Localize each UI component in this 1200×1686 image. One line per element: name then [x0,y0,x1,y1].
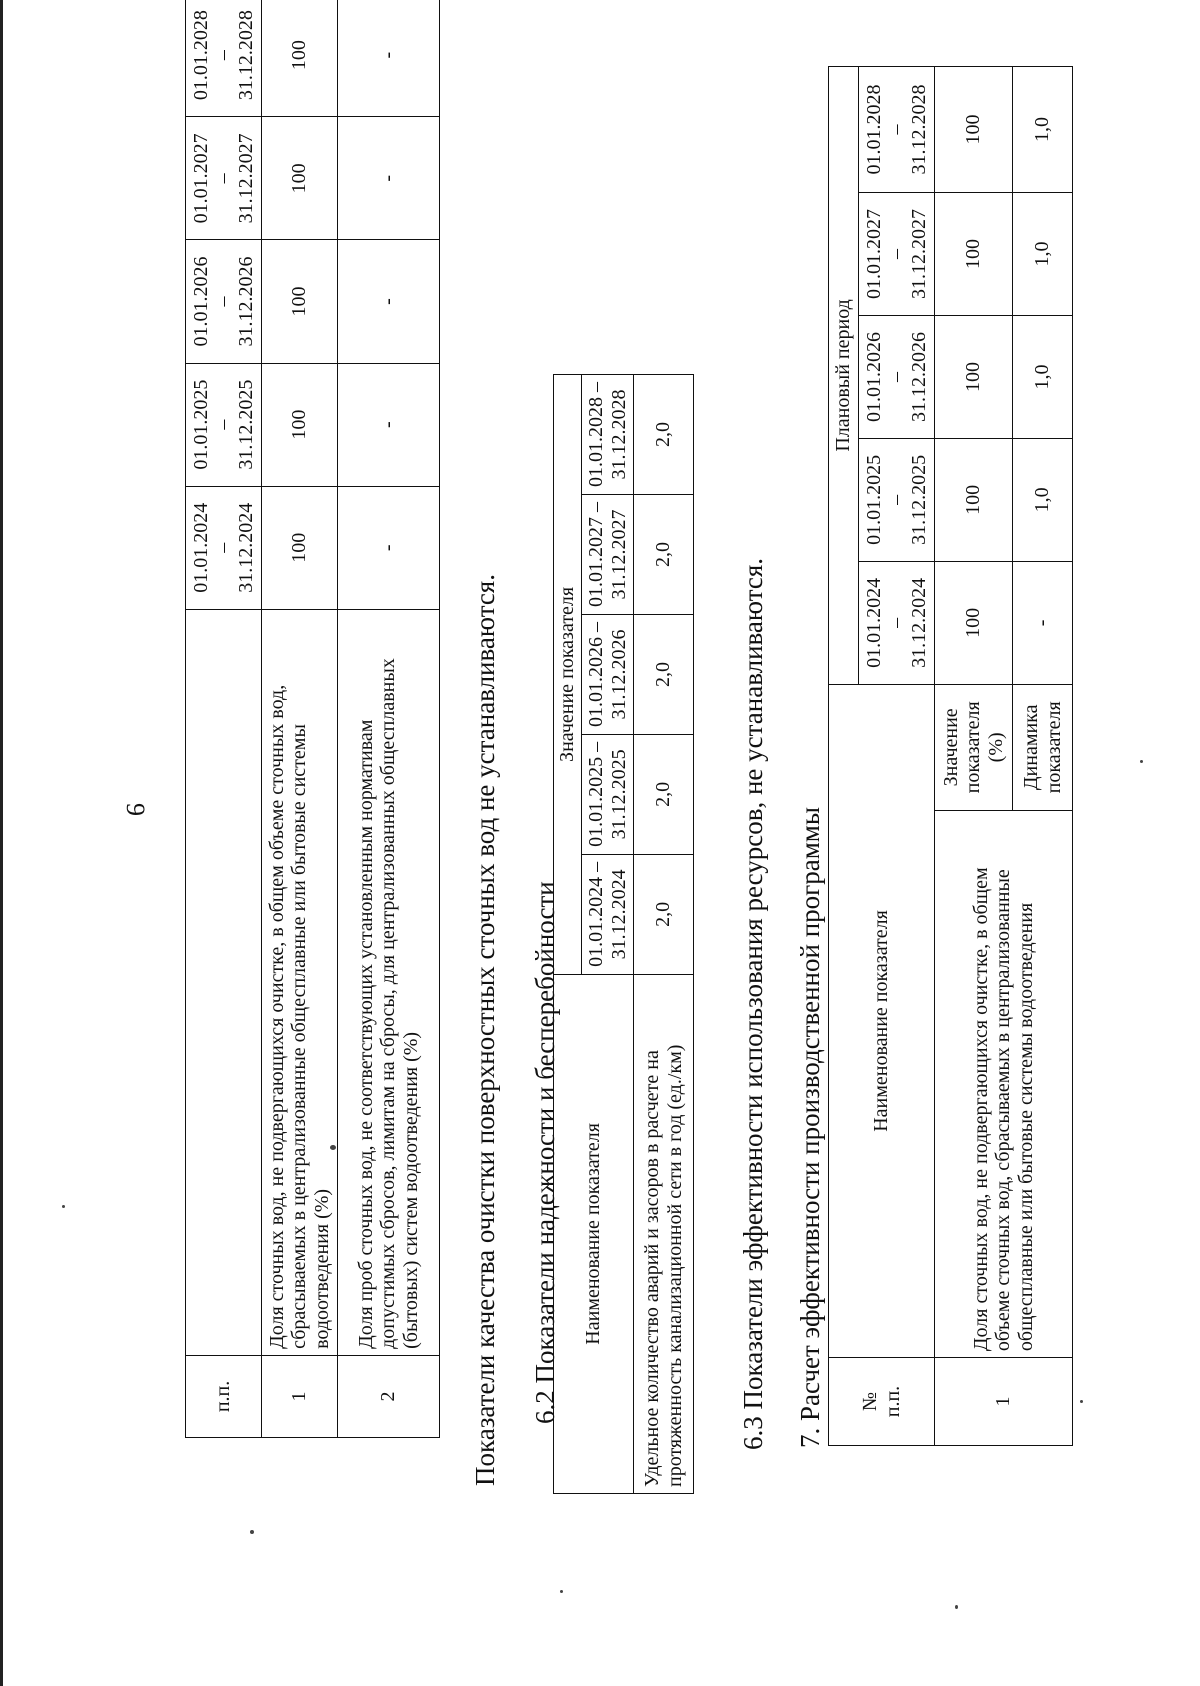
row-value: 2,0 [634,734,694,854]
table-indicators-1 [185,0,440,1438]
header-name-empty [186,609,262,1355]
row-num: 2 [338,1355,440,1437]
table-row [634,375,694,1494]
section-heading-6-2: 6.2 Показатели надежности и бесперебойности [530,881,560,1424]
name-header: Наименование показателя [829,684,935,1357]
row-value: 2,0 [634,495,694,615]
sub-label-value: Значение показателя (%) [935,684,1013,810]
table-program-efficiency [828,66,1073,1446]
period-cell: 01.01.2028 – 31.12.2028 [186,0,262,117]
period-cell: 01.01.2026 – 31.12.2026 [859,315,935,438]
value-header: Значение показателя [554,375,582,975]
row-value: 100 [262,117,338,240]
name-header: Наименование показателя [554,974,634,1493]
surface-water-note: Показатели качества очистки поверхностных сточных вод не устанавливаются. [470,574,500,1486]
period-cell: 01.01.2024 – 31.12.2024 [859,561,935,684]
row-name: Доля сточных вод, не подвергающихся очистке, в общем объеме сточных вод, сбрасываемых в централизованные общесплавные или бытовые системы водоотведения [935,810,1073,1357]
table-reliability [553,374,694,1494]
row-num: 1 [262,1355,338,1437]
table-row [935,67,1013,1446]
row-value: 100 [935,561,1013,684]
row-value: 1,0 [1013,315,1073,438]
row-value: 100 [935,438,1013,561]
sub-label-dynamics: Динамика показателя [1013,684,1073,810]
row-name: Доля проб сточных вод, не соответствующих установленным нормативам допустимых сбросов, лимитам на сбросы, для централизованных общесплавных (бытовых) систем водоотведения (%) [338,609,440,1355]
period-cell: 01.01.2024 – 31.12.2024 [582,854,634,974]
row-value: 1,0 [1013,438,1073,561]
row-value: 100 [262,240,338,363]
plan-header: Плановый период [829,67,859,685]
section-heading-7: 7. Расчет эффективности производственной программы [795,806,825,1448]
period-cell: 01.01.2025 – 31.12.2025 [859,438,935,561]
period-cell: 01.01.2025 – 31.12.2025 [186,363,262,486]
period-cell: 01.01.2028 – 31.12.2028 [859,67,935,193]
row-value: 2,0 [634,854,694,974]
row-value: - [338,486,440,609]
row-value: 100 [935,193,1013,316]
row-value: 2,0 [634,614,694,734]
row-value: 2,0 [634,375,694,495]
section-heading-6-3: 6.3 Показатели эффективности использования ресурсов, не устанавливаются. [738,558,768,1450]
period-cell: 01.01.2026 – 31.12.2026 [582,614,634,734]
row-value: - [338,0,440,117]
row-name: Доля сточных вод, не подвергающихся очистке, в общем объеме сточных вод, сбрасываемых в централизованные общесплавные или бытовые системы водоотведения (%) [262,609,338,1355]
row-value: 100 [262,363,338,486]
row-value: 1,0 [1013,193,1073,316]
row-value: - [1013,561,1073,684]
period-cell: 01.01.2028 – 31.12.2028 [582,375,634,495]
period-cell: 01.01.2025 – 31.12.2025 [582,734,634,854]
period-cell: 01.01.2024 – 31.12.2024 [186,486,262,609]
header-num: п.п. [186,1355,262,1437]
row-value: 1,0 [1013,67,1073,193]
row-value: - [338,117,440,240]
row-value: 100 [262,0,338,117]
row-value: 100 [935,67,1013,193]
period-cell: 01.01.2027 – 31.12.2027 [582,495,634,615]
num-header: № п.п. [829,1358,935,1446]
period-cell: 01.01.2027 – 31.12.2027 [186,117,262,240]
row-num: 1 [935,1358,1073,1446]
row-value: 100 [935,315,1013,438]
row-name: Удельное количество аварий и засоров в расчете на протяженность канализационной сети в год (ед./км) [634,974,694,1493]
table-row [262,0,338,1438]
row-value: - [338,363,440,486]
row-value: 100 [262,486,338,609]
row-value: - [338,240,440,363]
period-cell: 01.01.2027 – 31.12.2027 [859,193,935,316]
period-cell: 01.01.2026 – 31.12.2026 [186,240,262,363]
page-number: 9 [121,803,150,816]
table-row [338,0,440,1438]
